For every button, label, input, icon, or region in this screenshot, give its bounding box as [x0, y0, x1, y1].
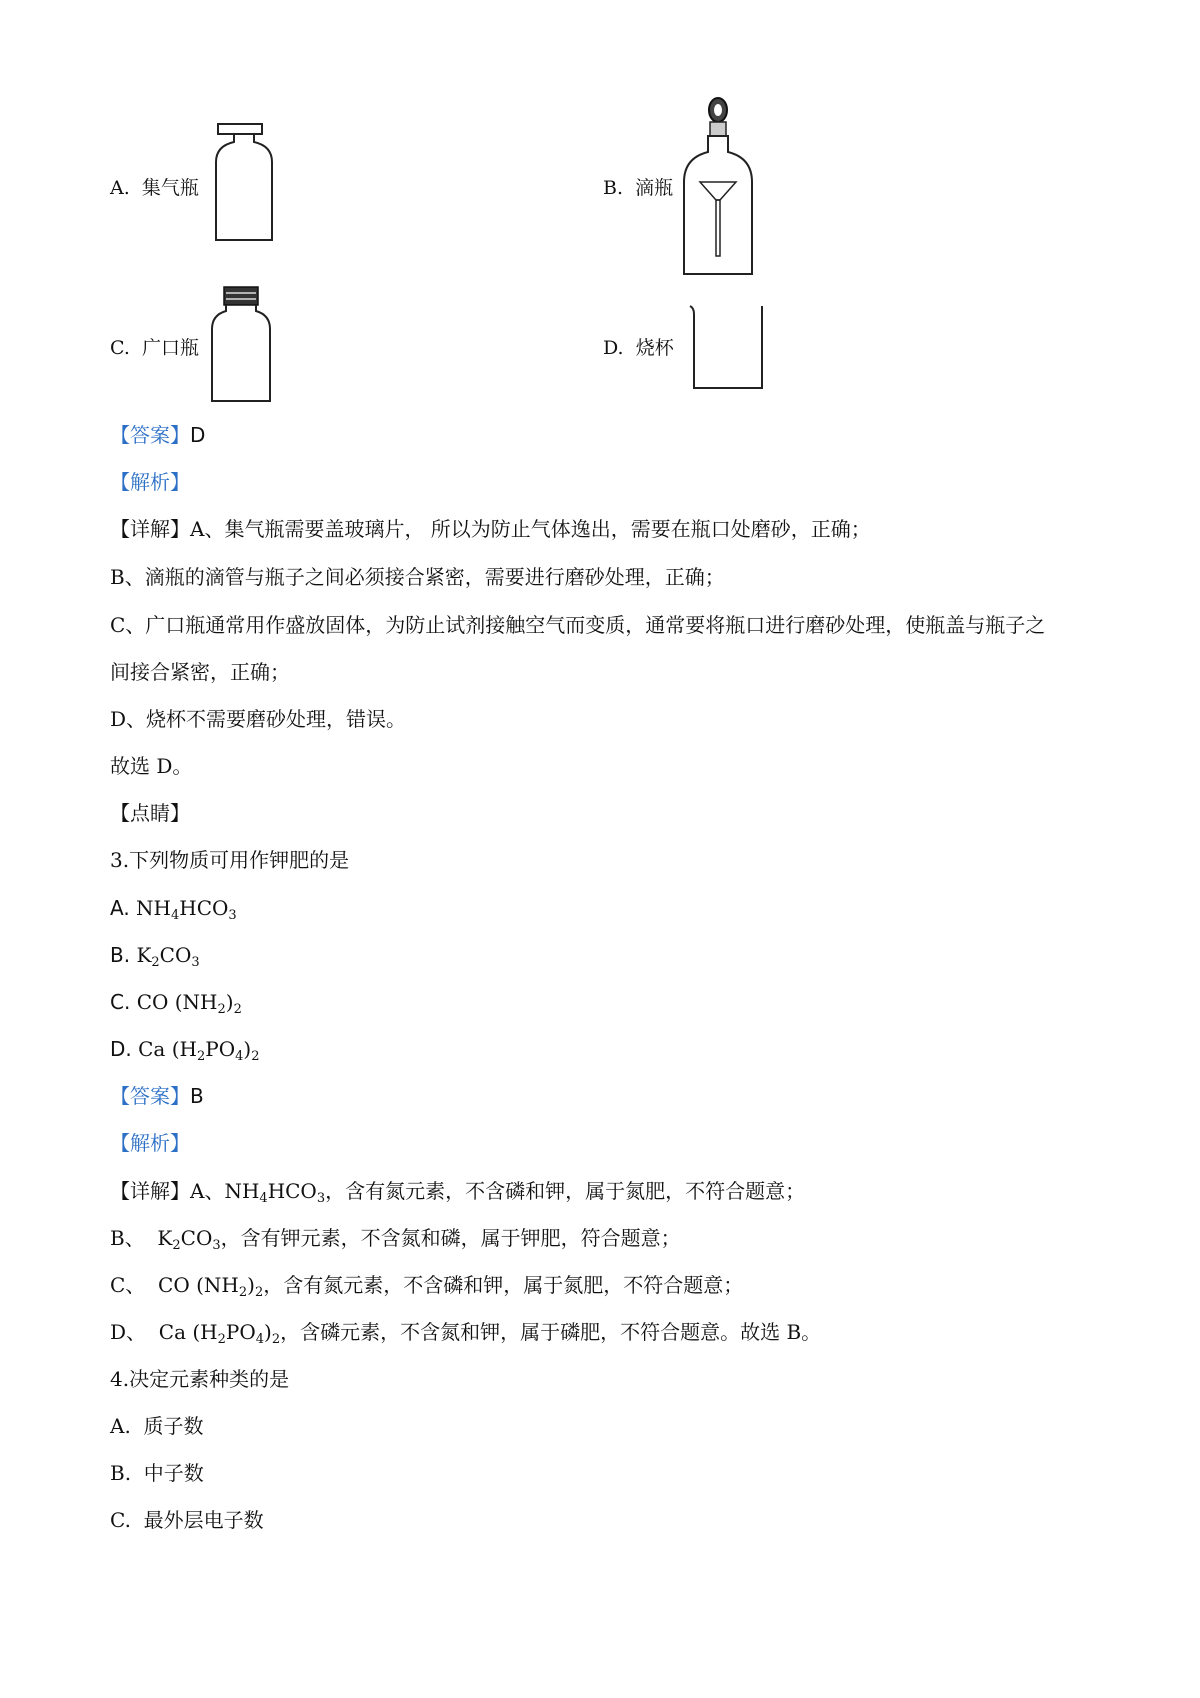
q2-detail-line-3: C、广口瓶通常用作盛放固体，为防止试剂接触空气而变质，通常要将瓶口进行磨砂处理，使瓶盖与瓶子之	[110, 613, 1046, 637]
q3-analysis-tag: 【解析】	[110, 1131, 190, 1155]
detail-tag: 【详解】	[110, 517, 190, 541]
q3-option-a: A. $NH_4HCO_3$	[110, 896, 237, 923]
option-letter: C.	[110, 337, 130, 359]
q3-answer	[110, 1083, 204, 1109]
q3-option-d: D. Ca $(H_2PO_4)_2$	[110, 1037, 260, 1064]
option-letter: A.	[110, 177, 130, 199]
answer-tag: 【答案】	[110, 1084, 190, 1108]
q3-option-c: C. CO $(NH_2)_2$	[110, 990, 242, 1017]
q3-option-b: B. $K_2CO_3$	[110, 943, 200, 970]
q4-stem: 4.决定元素种类的是	[110, 1367, 290, 1391]
q3-detail-b: B、 $K_2CO_3$，含有钾元素，不含氮和磷，属于钾肥，符合题意；	[110, 1226, 681, 1253]
q2-detail-line-1	[110, 516, 871, 542]
q4-option-c: C. 最外层电子数	[110, 1508, 264, 1532]
q3-stem: 3.下列物质可用作钾肥的是	[110, 848, 350, 872]
q4-option-a: A. 质子数	[110, 1414, 204, 1438]
option-text: 滴瓶	[635, 177, 674, 199]
option-letter: B.	[603, 177, 624, 199]
q3-detail-c: C、 CO $(NH_2)_2$，含有氮元素，不含磷和钾，属于氮肥，不符合题意；	[110, 1273, 744, 1300]
q2-analysis-tag: 【解析】	[110, 470, 190, 494]
option-text: 烧杯	[635, 337, 674, 359]
q2-comment-tag: 【点睛】	[110, 801, 190, 825]
option-letter: C.	[110, 990, 131, 1014]
q2-option-a	[110, 175, 199, 201]
answer-value: B	[190, 1084, 204, 1108]
q2-detail-line-5: D、烧杯不需要磨砂处理，错误。	[110, 707, 407, 731]
q2-detail-line-4: 间接合紧密，正确；	[110, 660, 290, 684]
option-text: 广口瓶	[142, 337, 200, 359]
option-letter: D.	[110, 1037, 132, 1061]
q3-detail-a: 【详解】A、$NH_4HCO_3$，含有氮元素，不含磷和钾，属于氮肥，不符合题意；	[110, 1179, 806, 1206]
q2-option-d	[603, 335, 674, 361]
option-letter: B.	[110, 943, 131, 967]
beaker-icon	[686, 302, 768, 394]
answer-tag: 【答案】	[110, 423, 190, 447]
wide-mouth-bottle-icon	[208, 285, 274, 405]
q2-detail-line-6: 故选 D。	[110, 754, 193, 778]
option-letter: D.	[603, 337, 624, 359]
q4-option-b: B. 中子数	[110, 1461, 204, 1485]
q3-detail-d: D、 Ca $(H_2PO_4)_2$，含磷元素，不含氮和钾，属于磷肥，不符合题意。故选 B。	[110, 1320, 822, 1347]
q2-option-b	[603, 175, 673, 201]
option-letter: A.	[110, 896, 130, 920]
option-text: 集气瓶	[141, 177, 199, 199]
q2-detail-line-2: B、滴瓶的滴管与瓶子之间必须接合紧密，需要进行磨砂处理，正确；	[110, 565, 725, 589]
answer-value: D	[190, 423, 206, 447]
dropper-bottle-icon	[680, 96, 756, 278]
q2-option-c	[110, 335, 199, 361]
gas-jar-icon	[212, 122, 278, 244]
q2-answer	[110, 422, 205, 448]
detail-text: A、集气瓶需要盖玻璃片， 所以为防止气体逸出，需要在瓶口处磨砂，正确；	[190, 517, 871, 541]
